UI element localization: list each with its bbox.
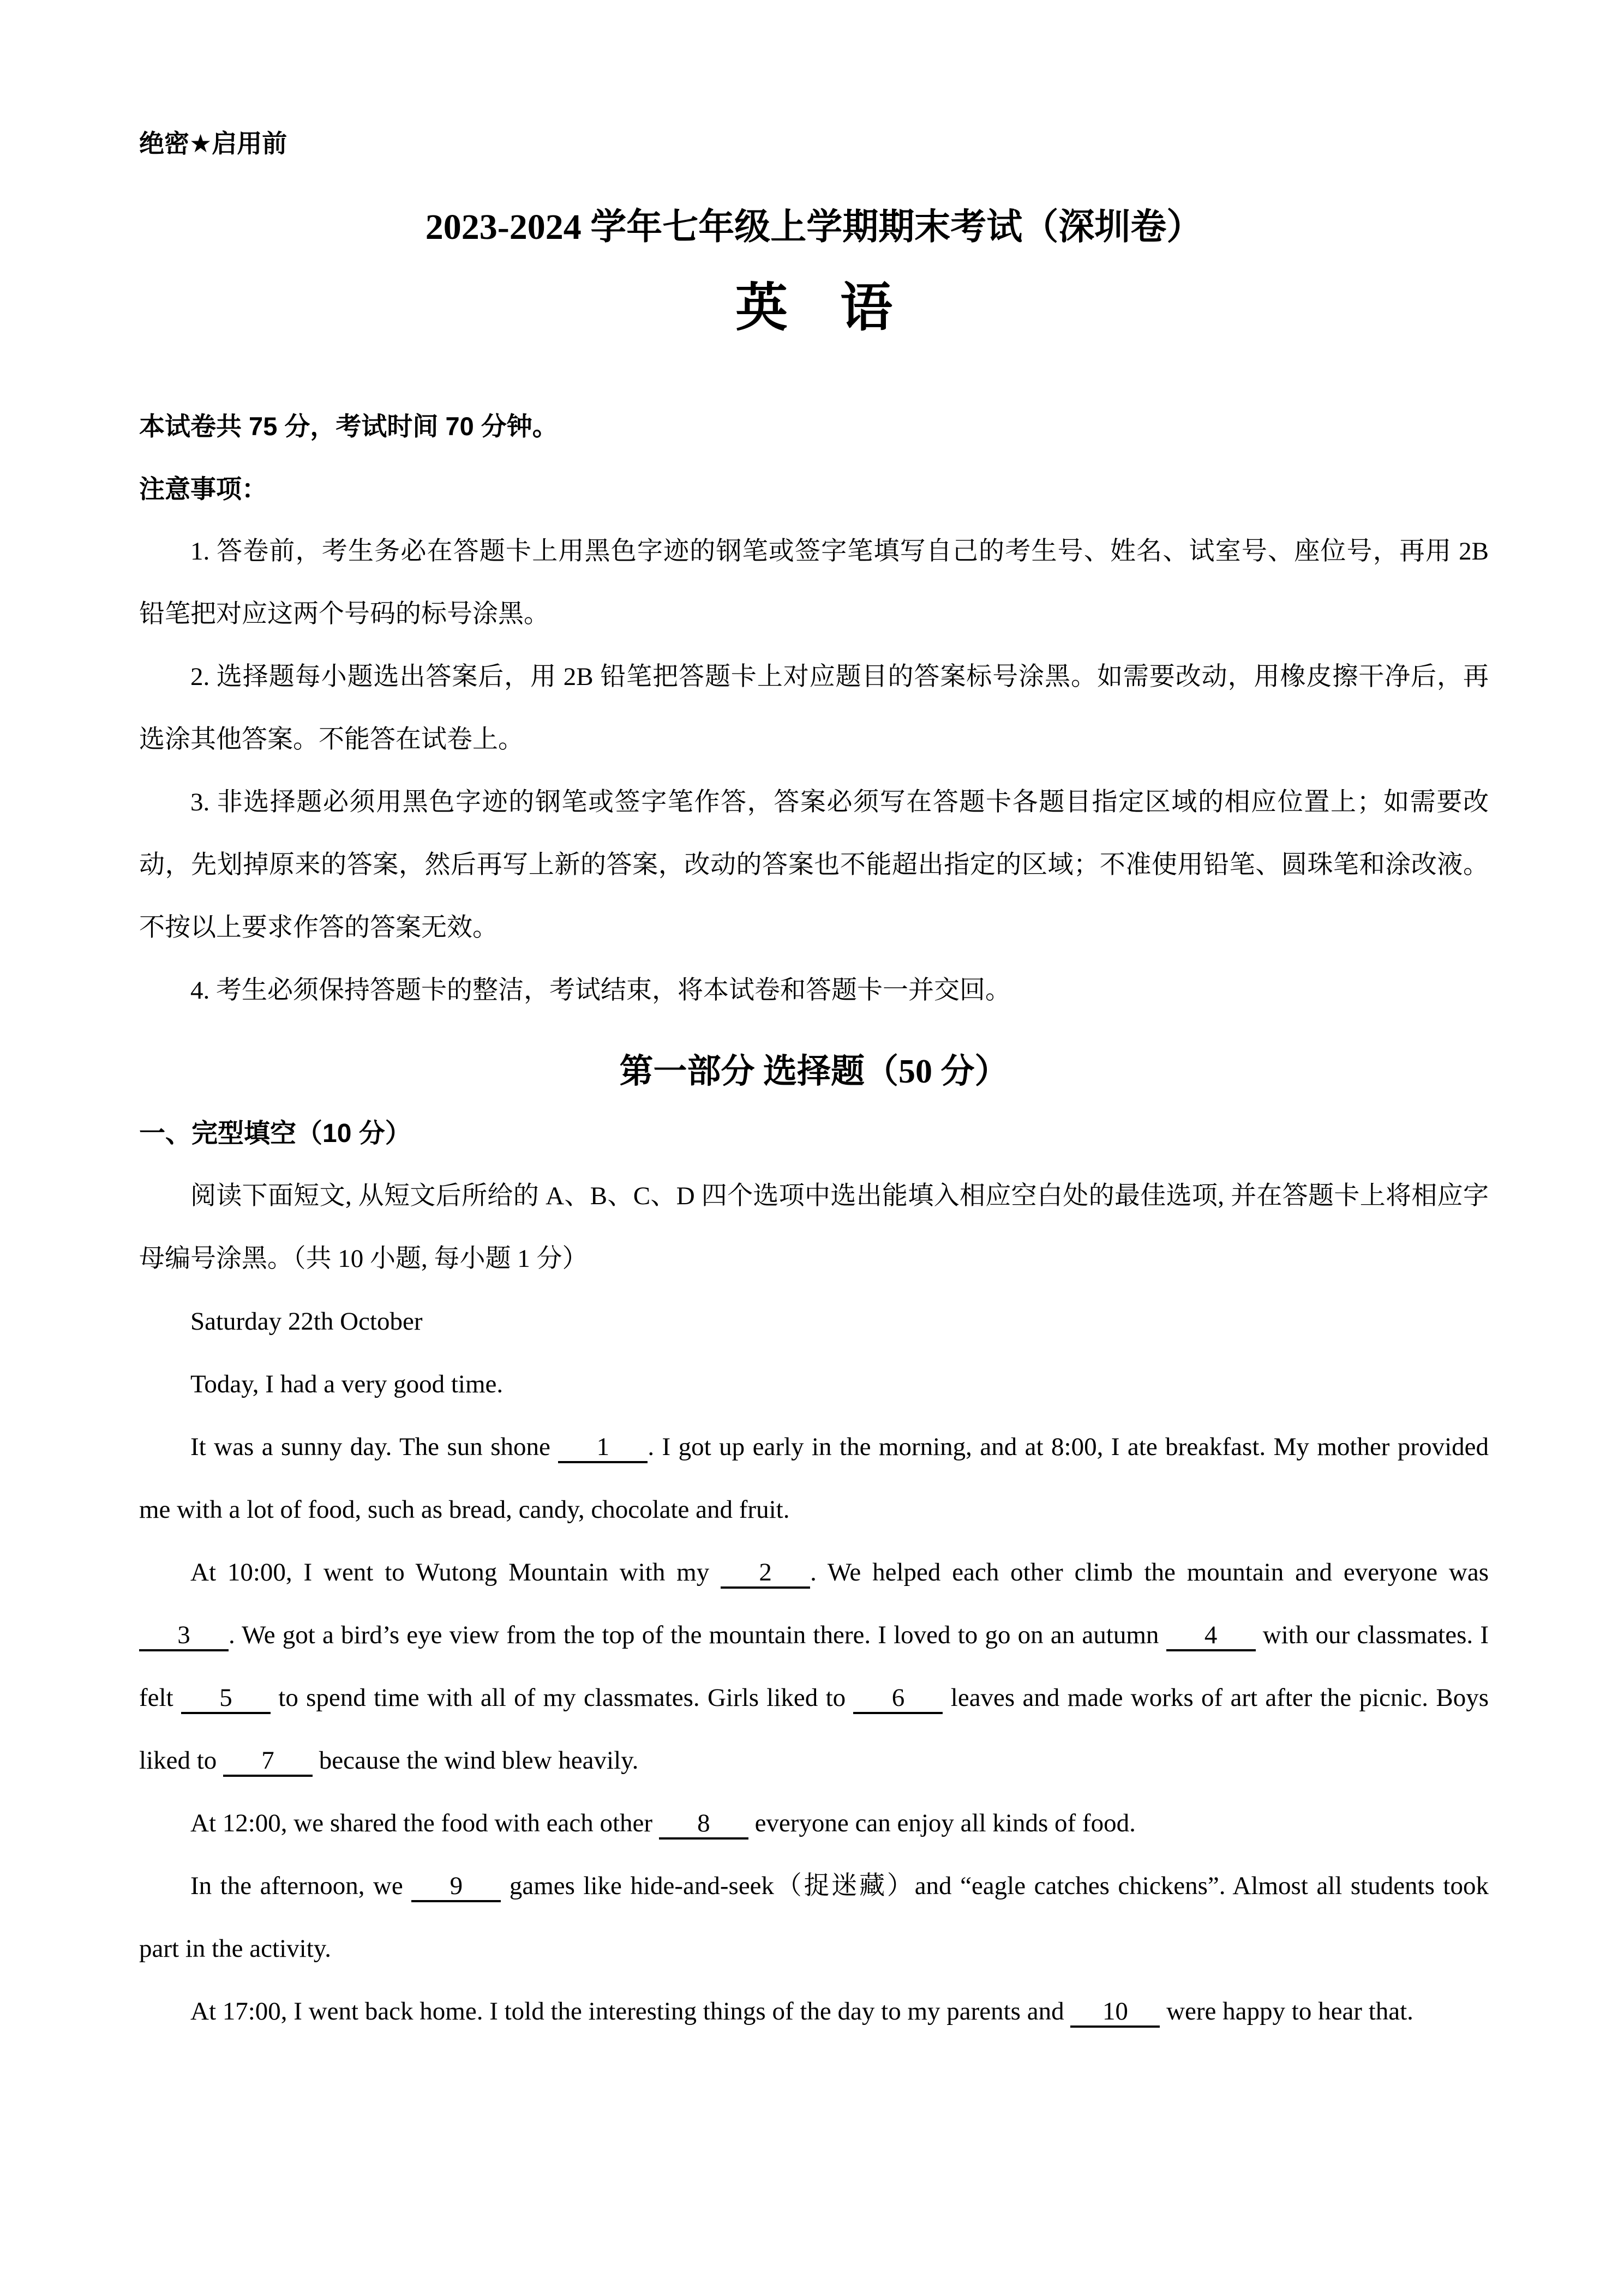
notes-heading: 注意事项： [139,474,267,503]
exam-info: 本试卷共 75 分，考试时间 70 分钟。 [139,411,558,441]
exam-title: 2023-2024 学年七年级上学期期末考试（深圳卷） [425,207,1203,247]
cloze-blank-6: 6 [853,1684,943,1715]
note-item-2: 2. 选择题每小题选出答案后，用 2B 铅笔把答题卡上对应题目的答案标号涂黑。如需要改动，用橡皮擦干净后，再选涂其他答案。不能答在试卷上。 [139,662,1489,754]
note-item-4: 4. 考生必须保持答题卡的整洁，考试结束，将本试卷和答题卡一并交回。 [190,976,1011,1005]
passage-paragraph-6: In the afternoon, we 9 games like hide-and-seek（捉迷藏）and “eagle catches chickens”. Almost all students took part in the activity. [139,1871,1489,1963]
cloze-blank-1: 1 [558,1433,648,1464]
subject-title: 英 语 [735,279,892,338]
cloze-blank-9: 9 [411,1872,501,1903]
cloze-blank-10: 10 [1070,1998,1160,2028]
cloze-passage [139,1290,1489,2043]
cloze-blank-2: 2 [721,1559,810,1589]
passage-paragraph-3: It was a sunny day. The sun shone 1 . I got up early in the morning, and at 8:00, I ate breakfast. My mother provided me with a lot of food, such as bread, candy, chocolate and fruit. [139,1432,1489,1524]
note-item-3: 3. 非选择题必须用黑色字迹的钢笔或签字笔作答，答案必须写在答题卡各题目指定区域的相应位置上；如需要改动，先划掉原来的答案，然后再写上新的答案，改动的答案也不能超出指定的区域；不准使用铅笔、圆珠笔和涂改液。不按以上要求作答的答案无效。 [139,788,1489,942]
passage-paragraph-4: At 10:00, I went to Wutong Mountain with my 2 . We helped each other climb the mountain and everyone was 3 . We got a bird’s eye view from the top of the mountain there. I loved to go on an autumn 4 with our classmates. I felt 5 to spend time with all of my classmates. Girls liked to 6 leaves and made works of art after the picnic. Boys liked to 7 because the wind blew heavily. [139,1541,1489,1792]
notes-list [139,520,1489,1022]
section1-heading: 一、完型填空（10 分） [139,1119,411,1148]
section1-instructions: 阅读下面短文, 从短文后所给的 A、B、C、D 四个选项中选出能填入相应空白处的最佳选项, 并在答题卡上将相应字母编号涂黑。（共 10 小题, 每小题 1 分） [139,1181,1489,1273]
cloze-blank-8: 8 [659,1810,748,1840]
note-item-1: 1. 答卷前，考生务必在答题卡上用黑色字迹的钢笔或签字笔填写自己的考生号、姓名、试室号、座位号，再用 2B 铅笔把对应这两个号码的标号涂黑。 [139,537,1489,628]
cloze-blank-4: 4 [1166,1621,1256,1652]
passage-paragraph-7: At 17:00, I went back home. I told the interesting things of the day to my parents and 10 were happy to hear that. [139,1980,1489,2043]
passage-paragraph-5: At 12:00, we shared the food with each other 8 everyone can enjoy all kinds of food. [139,1792,1489,1855]
cloze-blank-7: 7 [223,1747,313,1777]
passage-paragraph-2: Today, I had a very good time. [190,1369,504,1398]
cloze-blank-5: 5 [181,1684,271,1715]
part1-heading: 第一部分 选择题（50 分） [619,1053,1009,1090]
security-notice: 绝密★启用前 [139,129,287,158]
passage-paragraph-1: Saturday 22th October [190,1307,423,1336]
cloze-blank-3: 3 [139,1621,229,1652]
